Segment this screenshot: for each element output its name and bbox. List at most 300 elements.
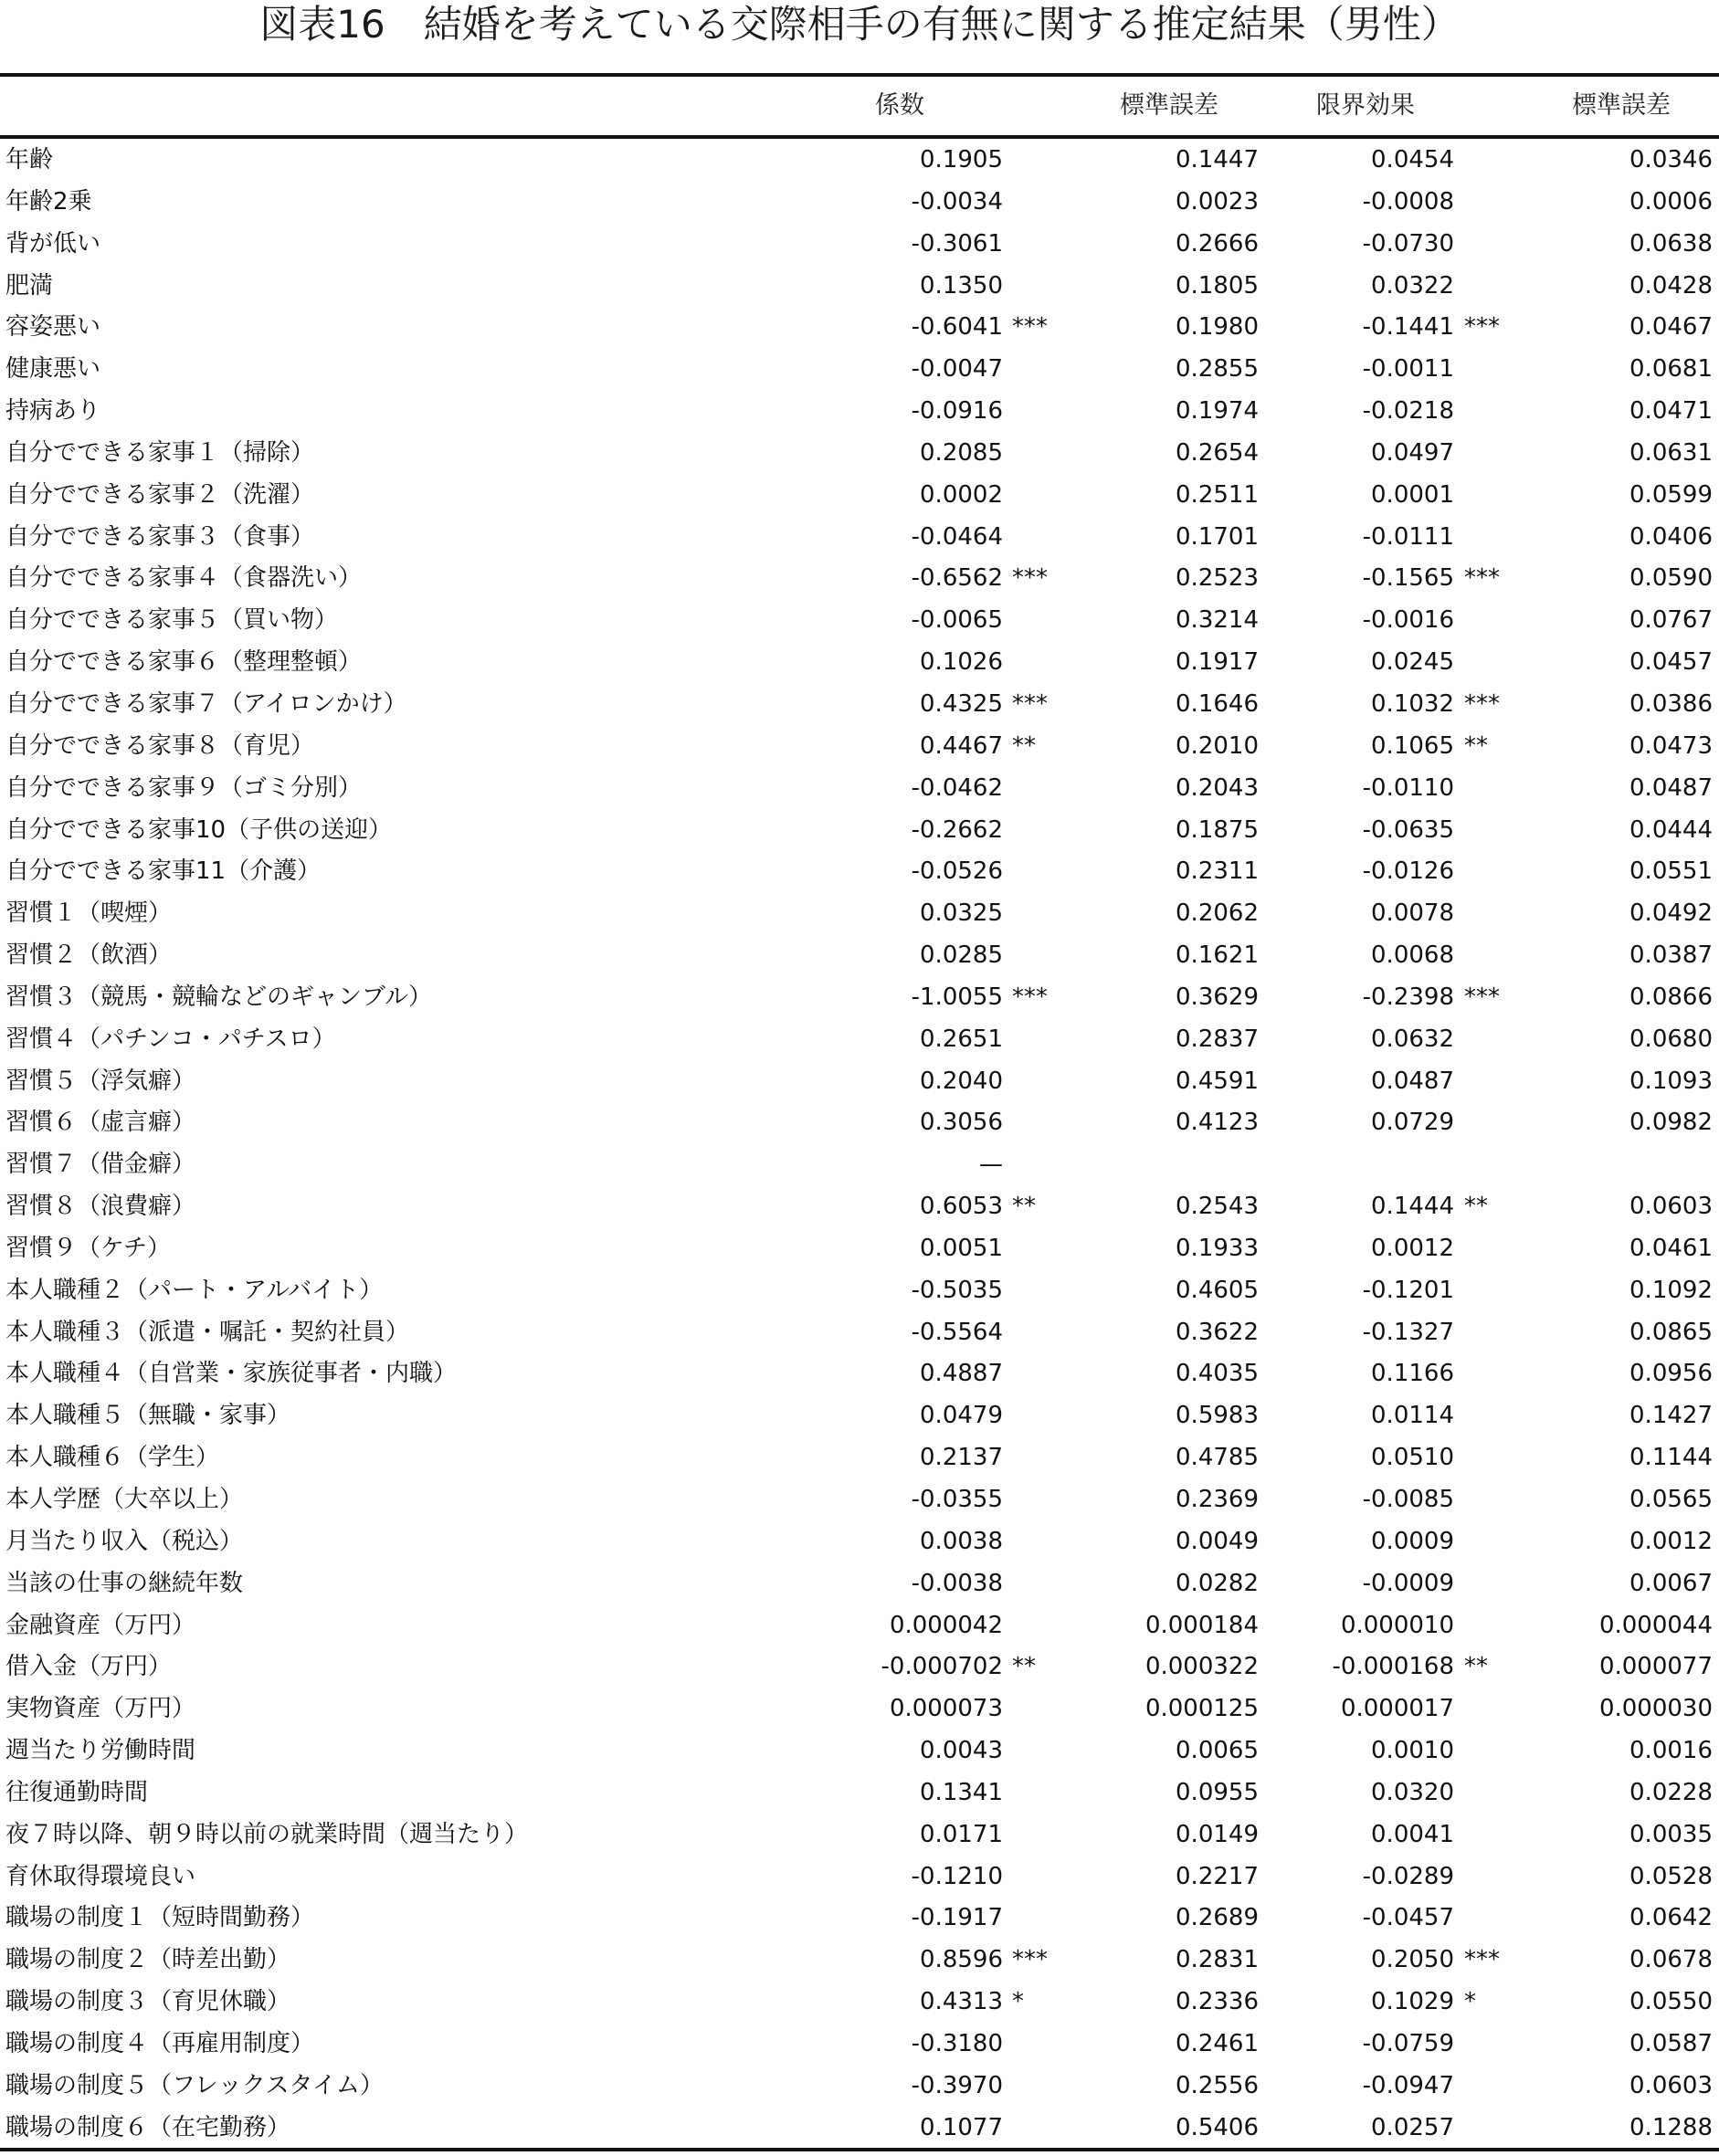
- row-label: 自分でできる家事４（食器洗い）: [5, 564, 363, 593]
- coefficient: 0.4325: [920, 689, 1003, 718]
- row-label: 職場の制度２（時差出勤）: [5, 1946, 291, 1974]
- coefficient: 0.0002: [920, 480, 1003, 509]
- row-label: 習慣６（虚言癖）: [5, 1109, 196, 1137]
- coefficient: -0.2662: [911, 815, 1003, 844]
- marginal-effect: 0.2050: [1371, 1946, 1454, 1974]
- coefficient: 0.3056: [920, 1109, 1003, 1137]
- row-label: 自分でできる家事２（洗濯）: [5, 480, 315, 509]
- marginal-effect: -0.1565: [1362, 564, 1454, 593]
- coefficient: 0.0051: [920, 1234, 1003, 1262]
- coef-std-error: 0.0149: [1176, 1820, 1259, 1848]
- coef-std-error: 0.1621: [1176, 941, 1259, 970]
- coef-std-error: 0.0023: [1176, 187, 1259, 216]
- coef-significance: ***: [1012, 1946, 1048, 1974]
- coef-std-error: 0.4605: [1176, 1276, 1259, 1304]
- table-row: [0, 516, 1719, 558]
- coef-std-error: 0.2654: [1176, 438, 1259, 467]
- coef-significance: ***: [1012, 313, 1048, 342]
- coef-significance: ***: [1012, 983, 1048, 1011]
- row-label: 容姿悪い: [5, 313, 101, 342]
- coef-std-error: 0.2311: [1176, 857, 1259, 886]
- coefficient: -0.5564: [911, 1318, 1003, 1346]
- row-label: 自分でできる家事１（掃除）: [5, 438, 315, 467]
- marginal-effect: -0.0009: [1362, 1569, 1454, 1597]
- marginal-effect: -0.1201: [1362, 1276, 1454, 1304]
- table-row: [0, 1311, 1719, 1353]
- row-label: 肥満: [5, 271, 54, 300]
- table-row: [0, 474, 1719, 516]
- row-label: 本人職種４（自営業・家族従事者・内職）: [5, 1360, 458, 1388]
- coefficient: -0.6562: [911, 564, 1003, 593]
- marginal-effect: 0.0009: [1371, 1527, 1454, 1555]
- marginal-effect: -0.000168: [1332, 1653, 1454, 1681]
- coef-std-error: 0.5406: [1176, 2113, 1259, 2141]
- row-label: 当該の仕事の継続年数: [5, 1569, 244, 1597]
- marginal-std-error: 0.0006: [1629, 187, 1713, 216]
- coefficient: —: [979, 1151, 1003, 1179]
- marginal-effect: -0.0008: [1362, 187, 1454, 216]
- marginal-std-error: 0.000044: [1598, 1611, 1713, 1639]
- marginal-significance: ***: [1464, 313, 1500, 342]
- marginal-std-error: 0.0551: [1629, 857, 1713, 886]
- header-coef: 係数: [875, 91, 924, 120]
- marginal-std-error: 0.1093: [1629, 1067, 1713, 1095]
- table-row: [0, 683, 1719, 725]
- row-label: 自分でできる家事３（食事）: [5, 522, 315, 551]
- coefficient: -0.3061: [911, 229, 1003, 258]
- coef-std-error: 0.1980: [1176, 313, 1259, 342]
- coefficient: 0.8596: [920, 1946, 1003, 1974]
- table-row: [0, 599, 1719, 641]
- coef-std-error: 0.4123: [1176, 1109, 1259, 1137]
- table-row: [0, 1981, 1719, 2023]
- marginal-significance: **: [1464, 731, 1488, 760]
- coef-std-error: 0.4591: [1176, 1067, 1259, 1095]
- coef-std-error: 0.0049: [1176, 1527, 1259, 1555]
- marginal-effect: -0.0218: [1362, 397, 1454, 426]
- marginal-effect: 0.1166: [1371, 1360, 1454, 1388]
- marginal-std-error: 0.0016: [1629, 1737, 1713, 1765]
- marginal-effect: -0.0730: [1362, 229, 1454, 258]
- row-label: 本人職種６（学生）: [5, 1444, 220, 1472]
- marginal-effect: -0.0126: [1362, 857, 1454, 886]
- coefficient: 0.0479: [920, 1402, 1003, 1430]
- table-row: [0, 1436, 1719, 1478]
- table-row: [0, 2023, 1719, 2065]
- row-label: 習慣３（競馬・競輪などのギャンブル）: [5, 983, 432, 1011]
- coef-significance: **: [1012, 1653, 1036, 1681]
- marginal-effect: 0.0454: [1371, 146, 1454, 174]
- coef-std-error: 0.1933: [1176, 1234, 1259, 1262]
- table-row: [0, 976, 1719, 1018]
- coefficient: -0.1210: [911, 1862, 1003, 1890]
- marginal-std-error: 0.1427: [1629, 1402, 1713, 1430]
- marginal-std-error: 0.0387: [1629, 941, 1713, 970]
- row-label: 育休取得環境良い: [5, 1862, 196, 1890]
- marginal-std-error: 0.0866: [1629, 983, 1713, 1011]
- marginal-std-error: 0.1288: [1629, 2113, 1713, 2141]
- marginal-effect: 0.0257: [1371, 2113, 1454, 2141]
- marginal-std-error: 0.000077: [1598, 1653, 1713, 1681]
- marginal-effect: -0.0111: [1362, 522, 1454, 551]
- coef-std-error: 0.2837: [1176, 1025, 1259, 1053]
- table-row: [0, 1394, 1719, 1436]
- row-label: 本人職種２（パート・アルバイト）: [5, 1276, 384, 1304]
- coef-std-error: 0.000184: [1144, 1611, 1259, 1639]
- marginal-effect: 0.0320: [1371, 1778, 1454, 1806]
- coef-std-error: 0.2062: [1176, 899, 1259, 928]
- marginal-effect: -0.0947: [1362, 2071, 1454, 2099]
- row-label: 自分でできる家事11（介護）: [5, 857, 322, 886]
- marginal-std-error: 0.0590: [1629, 564, 1713, 593]
- marginal-std-error: 0.0550: [1629, 1988, 1713, 2016]
- coefficient: 0.2040: [920, 1067, 1003, 1095]
- table-row: [0, 181, 1719, 223]
- coef-std-error: 0.3622: [1176, 1318, 1259, 1346]
- row-label: 本人職種５（無職・家事）: [5, 1402, 291, 1430]
- coef-std-error: 0.2461: [1176, 2029, 1259, 2057]
- row-label: 自分でできる家事５（買い物）: [5, 606, 339, 635]
- marginal-effect: 0.0068: [1371, 941, 1454, 970]
- coefficient: 0.0171: [920, 1820, 1003, 1848]
- marginal-std-error: 0.0642: [1629, 1904, 1713, 1932]
- coef-significance: **: [1012, 1193, 1036, 1221]
- marginal-std-error: 0.0228: [1629, 1778, 1713, 1806]
- table-row: [0, 1227, 1719, 1269]
- coef-std-error: 0.2523: [1176, 564, 1259, 593]
- marginal-std-error: 0.0565: [1629, 1486, 1713, 1513]
- coef-std-error: 0.1875: [1176, 815, 1259, 844]
- marginal-effect: 0.0010: [1371, 1737, 1454, 1765]
- table-row: [0, 1604, 1719, 1646]
- table-row: [0, 1772, 1719, 1814]
- marginal-significance: ***: [1464, 564, 1500, 593]
- coef-significance: ***: [1012, 689, 1048, 718]
- row-label: 自分でできる家事８（育児）: [5, 731, 315, 760]
- coefficient: 0.1350: [920, 271, 1003, 300]
- table-row: [0, 390, 1719, 432]
- coef-std-error: 0.2043: [1176, 773, 1259, 802]
- table-row: [0, 1478, 1719, 1520]
- marginal-std-error: 0.0982: [1629, 1109, 1713, 1137]
- marginal-std-error: 0.0406: [1629, 522, 1713, 551]
- coefficient: 0.4887: [920, 1360, 1003, 1388]
- marginal-std-error: 0.0346: [1629, 146, 1713, 174]
- table-row: [0, 1101, 1719, 1143]
- table-row: [0, 1018, 1719, 1060]
- table-row: [0, 1185, 1719, 1227]
- marginal-std-error: 0.0461: [1629, 1234, 1713, 1262]
- table-header: [0, 77, 1719, 135]
- marginal-effect: 0.0001: [1371, 480, 1454, 509]
- marginal-std-error: 0.000030: [1598, 1695, 1713, 1723]
- coefficient: 0.2085: [920, 438, 1003, 467]
- marginal-effect: 0.0510: [1371, 1444, 1454, 1472]
- row-label: 職場の制度６（在宅勤務）: [5, 2113, 291, 2141]
- table-row: [0, 1814, 1719, 1856]
- coefficient: -0.0065: [911, 606, 1003, 635]
- table-body: [0, 139, 1719, 2149]
- marginal-effect: -0.0110: [1362, 773, 1454, 802]
- coefficient: -0.3180: [911, 2029, 1003, 2057]
- coef-std-error: 0.2369: [1176, 1486, 1259, 1513]
- marginal-significance: ***: [1464, 689, 1500, 718]
- coef-std-error: 0.2511: [1176, 480, 1259, 509]
- coefficient: -0.3970: [911, 2071, 1003, 2099]
- coefficient: 0.2137: [920, 1444, 1003, 1472]
- marginal-effect: -0.2398: [1362, 983, 1454, 1011]
- coef-std-error: 0.1447: [1176, 146, 1259, 174]
- coefficient: -0.6041: [911, 313, 1003, 342]
- coefficient: -0.0034: [911, 187, 1003, 216]
- row-label: 健康悪い: [5, 355, 101, 384]
- marginal-effect: -0.0011: [1362, 355, 1454, 384]
- marginal-significance: *: [1464, 1988, 1476, 2016]
- coef-std-error: 0.2666: [1176, 229, 1259, 258]
- table-row: [0, 557, 1719, 599]
- row-label: 習慣８（浪費癖）: [5, 1193, 196, 1221]
- table-row: [0, 2107, 1719, 2149]
- marginal-std-error: 0.0767: [1629, 606, 1713, 635]
- marginal-effect: 0.1065: [1371, 731, 1454, 760]
- table-row: [0, 1060, 1719, 1102]
- marginal-effect: -0.1327: [1362, 1318, 1454, 1346]
- row-label: 月当たり収入（税込）: [5, 1527, 244, 1555]
- marginal-std-error: 0.0035: [1629, 1820, 1713, 1848]
- table-row: [0, 1646, 1719, 1688]
- marginal-effect: -0.0457: [1362, 1904, 1454, 1932]
- marginal-effect: 0.0041: [1371, 1820, 1454, 1848]
- marginal-effect: -0.0635: [1362, 815, 1454, 844]
- marginal-significance: **: [1464, 1193, 1488, 1221]
- row-label: 自分でできる家事10（子供の送迎）: [5, 815, 393, 844]
- marginal-std-error: 0.0012: [1629, 1527, 1713, 1555]
- marginal-effect: 0.0497: [1371, 438, 1454, 467]
- coef-std-error: 0.2831: [1176, 1946, 1259, 1974]
- header-se1: 標準誤差: [1120, 91, 1218, 120]
- bottom-rule: [0, 2148, 1719, 2151]
- row-label: 借入金（万円）: [5, 1653, 173, 1681]
- coef-std-error: 0.1974: [1176, 397, 1259, 426]
- coefficient: 0.4313: [920, 1988, 1003, 2016]
- coef-significance: *: [1012, 1988, 1024, 2016]
- table-row: [0, 1897, 1719, 1939]
- table-row: [0, 1562, 1719, 1604]
- coef-std-error: 0.2556: [1176, 2071, 1259, 2099]
- marginal-std-error: 0.0492: [1629, 899, 1713, 928]
- coefficient: 0.1905: [920, 146, 1003, 174]
- coef-std-error: 0.1805: [1176, 271, 1259, 300]
- marginal-std-error: 0.0956: [1629, 1360, 1713, 1388]
- table-row: [0, 1269, 1719, 1311]
- table-row: [0, 1688, 1719, 1730]
- coefficient: 0.4467: [920, 731, 1003, 760]
- table-row: [0, 432, 1719, 474]
- coefficient: 0.0325: [920, 899, 1003, 928]
- table-row: [0, 1352, 1719, 1394]
- marginal-effect: -0.0085: [1362, 1486, 1454, 1513]
- table-row: [0, 2065, 1719, 2107]
- coef-std-error: 0.2543: [1176, 1193, 1259, 1221]
- row-label: 実物資産（万円）: [5, 1695, 196, 1723]
- coefficient: 0.2651: [920, 1025, 1003, 1053]
- coefficient: 0.0038: [920, 1527, 1003, 1555]
- marginal-std-error: 0.0428: [1629, 271, 1713, 300]
- marginal-std-error: 0.0678: [1629, 1946, 1713, 1974]
- coef-std-error: 0.4785: [1176, 1444, 1259, 1472]
- table-row: [0, 1143, 1719, 1185]
- coefficient: -0.0038: [911, 1569, 1003, 1597]
- row-label: 週当たり労働時間: [5, 1737, 196, 1765]
- row-label: 習慣５（浮気癖）: [5, 1067, 196, 1095]
- table-row: [0, 767, 1719, 809]
- table-row: [0, 725, 1719, 767]
- coefficient: -0.5035: [911, 1276, 1003, 1304]
- marginal-effect: -0.0289: [1362, 1862, 1454, 1890]
- row-label: 自分でできる家事９（ゴミ分別）: [5, 773, 363, 802]
- coef-std-error: 0.1917: [1176, 648, 1259, 677]
- table-row: [0, 306, 1719, 348]
- table-row: [0, 139, 1719, 181]
- table-row: [0, 809, 1719, 851]
- marginal-std-error: 0.0680: [1629, 1025, 1713, 1053]
- coefficient: -0.0526: [911, 857, 1003, 886]
- coef-significance: ***: [1012, 564, 1048, 593]
- coef-std-error: 0.000322: [1144, 1653, 1259, 1681]
- row-label: 夜７時以降、朝９時以前の就業時間（週当たり）: [5, 1820, 529, 1848]
- marginal-effect: 0.0114: [1371, 1402, 1454, 1430]
- coef-std-error: 0.5983: [1176, 1402, 1259, 1430]
- coefficient: -0.0355: [911, 1486, 1003, 1513]
- row-label: 自分でできる家事７（アイロンかけ）: [5, 689, 407, 718]
- marginal-effect: 0.000017: [1340, 1695, 1454, 1723]
- marginal-std-error: 0.0603: [1629, 1193, 1713, 1221]
- coefficient: 0.000042: [889, 1611, 1003, 1639]
- table-row: [0, 348, 1719, 390]
- coefficient: 0.000073: [889, 1695, 1003, 1723]
- coef-std-error: 0.0065: [1176, 1737, 1259, 1765]
- coef-std-error: 0.1701: [1176, 522, 1259, 551]
- coefficient: -0.0462: [911, 773, 1003, 802]
- marginal-effect: 0.0012: [1371, 1234, 1454, 1262]
- table-row: [0, 223, 1719, 265]
- marginal-std-error: 0.0599: [1629, 480, 1713, 509]
- header-marginal: 限界効果: [1316, 91, 1415, 120]
- coefficient: -0.0047: [911, 355, 1003, 384]
- table-row: [0, 892, 1719, 934]
- coef-std-error: 0.1646: [1176, 689, 1259, 718]
- coefficient: 0.6053: [920, 1193, 1003, 1221]
- coef-std-error: 0.0955: [1176, 1778, 1259, 1806]
- marginal-std-error: 0.0067: [1629, 1569, 1713, 1597]
- coef-std-error: 0.2010: [1176, 731, 1259, 760]
- table-row: [0, 1939, 1719, 1981]
- coefficient: 0.0043: [920, 1737, 1003, 1765]
- row-label: 習慣１（喫煙）: [5, 899, 173, 928]
- marginal-effect: 0.0729: [1371, 1109, 1454, 1137]
- marginal-std-error: 0.0386: [1629, 689, 1713, 718]
- row-label: 習慣９（ケチ）: [5, 1234, 171, 1262]
- marginal-effect: 0.000010: [1340, 1611, 1454, 1639]
- marginal-effect: -0.0016: [1362, 606, 1454, 635]
- coefficient: 0.0285: [920, 941, 1003, 970]
- table-row: [0, 641, 1719, 683]
- marginal-std-error: 0.0865: [1629, 1318, 1713, 1346]
- row-label: 金融資産（万円）: [5, 1611, 196, 1639]
- marginal-std-error: 0.0638: [1629, 229, 1713, 258]
- marginal-std-error: 0.0603: [1629, 2071, 1713, 2099]
- coefficient: -0.0916: [911, 397, 1003, 426]
- table-row: [0, 934, 1719, 976]
- row-label: 職場の制度４（再雇用制度）: [5, 2029, 315, 2057]
- table-row: [0, 265, 1719, 307]
- marginal-std-error: 0.0471: [1629, 397, 1713, 426]
- marginal-effect: 0.0245: [1371, 648, 1454, 677]
- coefficient: 0.1026: [920, 648, 1003, 677]
- marginal-significance: ***: [1464, 1946, 1500, 1974]
- marginal-std-error: 0.0457: [1629, 648, 1713, 677]
- marginal-std-error: 0.0528: [1629, 1862, 1713, 1890]
- marginal-significance: **: [1464, 1653, 1488, 1681]
- marginal-std-error: 0.0631: [1629, 438, 1713, 467]
- coef-std-error: 0.4035: [1176, 1360, 1259, 1388]
- coefficient: -1.0055: [911, 983, 1003, 1011]
- table-row: [0, 1520, 1719, 1562]
- marginal-std-error: 0.0473: [1629, 731, 1713, 760]
- row-label: 職場の制度１（短時間勤務）: [5, 1904, 315, 1932]
- coef-std-error: 0.2855: [1176, 355, 1259, 384]
- coef-std-error: 0.2689: [1176, 1904, 1259, 1932]
- coefficient: -0.000702: [881, 1653, 1003, 1681]
- marginal-effect: 0.0078: [1371, 899, 1454, 928]
- coef-std-error: 0.3629: [1176, 983, 1259, 1011]
- row-label: 年齢: [5, 146, 54, 174]
- marginal-effect: 0.1444: [1371, 1193, 1454, 1221]
- marginal-effect: -0.1441: [1362, 313, 1454, 342]
- coef-std-error: 0.0282: [1176, 1569, 1259, 1597]
- marginal-std-error: 0.0587: [1629, 2029, 1713, 2057]
- coefficient: 0.1341: [920, 1778, 1003, 1806]
- table-row: [0, 1730, 1719, 1772]
- coefficient: -0.0464: [911, 522, 1003, 551]
- table-row: [0, 850, 1719, 892]
- row-label: 職場の制度５（フレックスタイム）: [5, 2071, 384, 2099]
- coef-std-error: 0.2217: [1176, 1862, 1259, 1890]
- marginal-effect: 0.1032: [1371, 689, 1454, 718]
- coef-std-error: 0.000125: [1144, 1695, 1259, 1723]
- marginal-std-error: 0.0487: [1629, 773, 1713, 802]
- marginal-std-error: 0.0444: [1629, 815, 1713, 844]
- row-label: 習慣２（飲酒）: [5, 941, 173, 970]
- row-label: 本人学歴（大卒以上）: [5, 1486, 244, 1513]
- row-label: 年齢2乗: [5, 187, 92, 216]
- coefficient: 0.1077: [920, 2113, 1003, 2141]
- row-label: 職場の制度３（育児休職）: [5, 1988, 291, 2016]
- header-se2: 標準誤差: [1572, 91, 1671, 120]
- row-label: 習慣７（借金癖）: [5, 1151, 196, 1179]
- coef-std-error: 0.2336: [1176, 1988, 1259, 2016]
- table-row: [0, 1856, 1719, 1898]
- marginal-std-error: 0.0467: [1629, 313, 1713, 342]
- marginal-std-error: 0.1144: [1629, 1444, 1713, 1472]
- row-label: 持病あり: [5, 397, 101, 426]
- coef-significance: **: [1012, 731, 1036, 760]
- marginal-effect: 0.0322: [1371, 271, 1454, 300]
- coef-std-error: 0.3214: [1176, 606, 1259, 635]
- marginal-effect: -0.0759: [1362, 2029, 1454, 2057]
- row-label: 自分でできる家事６（整理整頓）: [5, 648, 363, 677]
- marginal-std-error: 0.0681: [1629, 355, 1713, 384]
